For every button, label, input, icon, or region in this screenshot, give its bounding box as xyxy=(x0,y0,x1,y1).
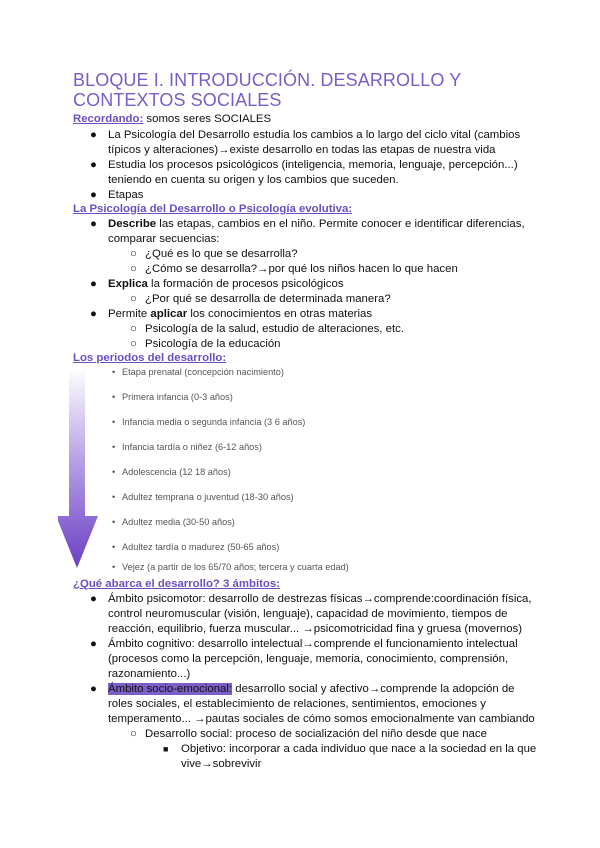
periodos-heading: Los periodos del desarrollo: xyxy=(73,352,227,364)
square-bullet-icon: ■ xyxy=(163,744,169,754)
circle-bullet-icon: ○ xyxy=(130,728,137,740)
period-item: • Etapa prenatal (concepción nacimiento) xyxy=(112,367,284,377)
intro-bullet-2-line-1: Estudia los procesos psicológicos (inteligencia, memoria, lenguaje, percepción...) xyxy=(108,159,518,171)
intro-bullet-3: Etapas xyxy=(108,189,144,201)
timeline-arrow-icon xyxy=(58,368,106,568)
bullet-icon: ● xyxy=(90,129,97,141)
period-item: • Primera infancia (0-3 años) xyxy=(112,392,233,402)
permite-line xyxy=(108,307,372,322)
describe-sub-2: ¿Cómo se desarrolla?→por qué los niños hacen lo que hacen xyxy=(145,263,458,275)
intro-bullet-2-line-2: teniendo en cuenta su origen y los cambios que suceden. xyxy=(108,174,399,186)
socio-line-2: roles sociales, el establecimiento de relaciones, sentimientos, emociones y xyxy=(108,698,486,710)
circle-bullet-icon: ○ xyxy=(130,293,137,305)
describe-rest: las etapas, cambios en el niño. Permite conocer e identificar diferencias, xyxy=(156,218,525,230)
recordando-line xyxy=(73,112,271,127)
explica-rest: la formación de procesos psicológicos xyxy=(147,278,344,290)
describe-line-2: comparar secuencias: xyxy=(108,233,220,245)
describe-line-1 xyxy=(108,217,525,232)
psicomotor-line-2: control neuromuscular (visión, lenguaje), capacidad de movimiento, tiempos de xyxy=(108,608,508,620)
period-item: • Infancia tardía o niñez (6-12 años) xyxy=(112,442,262,452)
socio-line-1 xyxy=(108,682,515,697)
socio-rest: desarrollo social y afectivo→comprende la adopción de xyxy=(232,683,515,695)
bullet-icon: ● xyxy=(90,218,97,230)
period-item: • Infancia media o segunda infancia (3 6 años) xyxy=(112,417,306,427)
socio-sub-1: Desarrollo social: proceso de socialización del niño desde que nace xyxy=(145,728,487,740)
bullet-icon: ● xyxy=(90,159,97,171)
ambitos-heading: ¿Qué abarca el desarrollo? 3 ámbitos: xyxy=(73,578,280,590)
cognitivo-line-1: Ámbito cognitivo: desarrollo intelectual→comprende el funcionamiento intelectual xyxy=(108,638,518,650)
socio-subsub-line-1: Objetivo: incorporar a cada individuo que nace a la sociedad en la que xyxy=(181,743,537,755)
psicologia-heading: La Psicología del Desarrollo o Psicología evolutiva: xyxy=(73,203,353,215)
bullet-icon: ● xyxy=(90,308,97,320)
period-item: • Adultez temprana o juventud (18-30 años) xyxy=(112,492,294,502)
recordando-label: Recordando: xyxy=(73,113,144,125)
intro-bullet-1-line-2: típicos y alteraciones)→existe desarrollo en todas las etapas de nuestra vida xyxy=(108,144,496,156)
psicomotor-line-3: reacción, equilibrio, fuerza muscular... →psicomotricidad fina y gruesa (movernos) xyxy=(108,623,523,635)
cognitivo-line-3: razonamiento...) xyxy=(108,668,191,680)
socio-line-3: temperamento... →pautas sociales de cómo somos emocionalmente van cambiando xyxy=(108,713,535,725)
permite-rest: los conocimientos en otras materias xyxy=(187,308,373,320)
permite-bold: aplicar xyxy=(150,308,188,320)
explica-line xyxy=(108,277,344,292)
describe-bold: Describe xyxy=(108,218,157,230)
socio-highlight-label: Ámbito socio-emocional: xyxy=(108,683,233,695)
circle-bullet-icon: ○ xyxy=(130,323,137,335)
intro-bullet-1-line-1: La Psicología del Desarrollo estudia los cambios a lo largo del ciclo vital (cambios xyxy=(108,129,521,141)
bullet-icon: ● xyxy=(90,593,97,605)
period-item: • Adultez media (30-50 años) xyxy=(112,517,235,527)
describe-sub-1: ¿Qué es lo que se desarrolla? xyxy=(145,248,298,260)
recordando-text: somos seres SOCIALES xyxy=(143,113,272,125)
circle-bullet-icon: ○ xyxy=(130,263,137,275)
period-item: • Adolescencia (12 18 años) xyxy=(112,467,231,477)
circle-bullet-icon: ○ xyxy=(130,338,137,350)
cognitivo-line-2: (procesos como la percepción, lenguaje, memoria, conocimiento, comprensión, xyxy=(108,653,509,665)
permite-pre: Permite xyxy=(108,308,151,320)
bullet-icon: ● xyxy=(90,683,97,695)
period-item: • Vejez (a partir de los 65/70 años; tercera y cuarta edad) xyxy=(112,562,349,572)
page-title: BLOQUE I. INTRODUCCIÓN. DESARROLLO Y CONTEXTOS SOCIALES xyxy=(73,70,462,110)
bullet-icon: ● xyxy=(90,278,97,290)
explica-bold: Explica xyxy=(108,278,148,290)
circle-bullet-icon: ○ xyxy=(130,248,137,260)
period-item: • Adultez tardía o madurez (50-65 años) xyxy=(112,542,280,552)
bullet-icon: ● xyxy=(90,189,97,201)
socio-subsub-line-2: vive→sobrevivir xyxy=(181,758,262,770)
permite-sub-1: Psicología de la salud, estudio de alteraciones, etc. xyxy=(145,323,404,335)
permite-sub-2: Psicología de la educación xyxy=(145,338,281,350)
explica-sub-1: ¿Por qué se desarrolla de determinada manera? xyxy=(145,293,391,305)
psicomotor-line-1: Ámbito psicomotor: desarrollo de destrezas físicas→comprende:coordinación física, xyxy=(108,593,532,605)
bullet-icon: ● xyxy=(90,638,97,650)
